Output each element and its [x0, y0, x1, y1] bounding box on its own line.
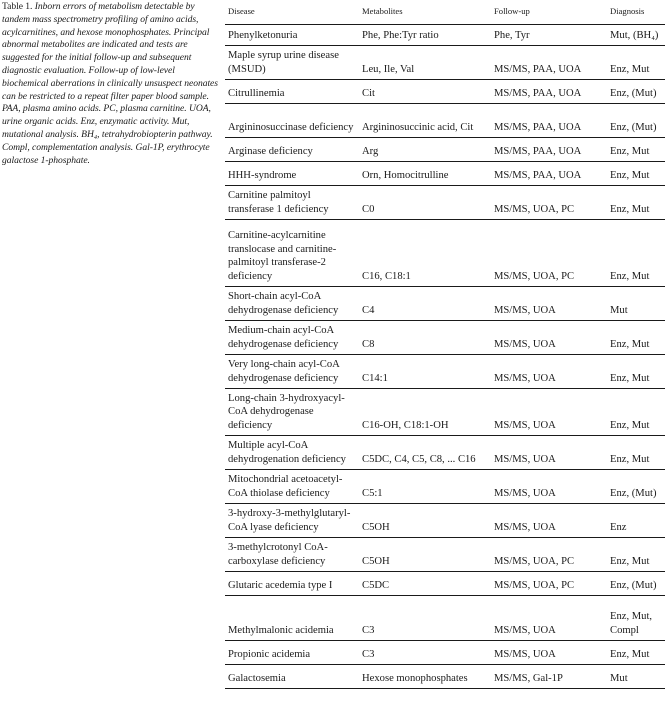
cell-disease: Phenylketonuria — [225, 25, 359, 46]
table-row — [225, 504, 665, 538]
cell-diagnosis: Enz, Mut — [607, 436, 665, 470]
cell-followup: MS/MS, PAA, UOA — [491, 104, 607, 138]
table-row — [225, 572, 665, 596]
table-row — [225, 138, 665, 162]
cell-diagnosis: Enz, (Mut) — [607, 572, 665, 596]
cell-disease: Very long-chain acyl-CoA dehydrogenase deficiency — [225, 355, 359, 389]
table-caption — [2, 1, 220, 167]
cell-disease: HHH-syndrome — [225, 162, 359, 186]
cell-diagnosis: Enz, Mut — [607, 46, 665, 80]
cell-diagnosis: Enz, (Mut) — [607, 470, 665, 504]
cell-disease: Argininosuccinase deficiency — [225, 104, 359, 138]
cell-metabolites: Arg — [359, 138, 491, 162]
cell-diagnosis: Mut — [607, 665, 665, 689]
cell-followup: MS/MS, UOA — [491, 504, 607, 538]
header-diagnosis: Diagnosis — [607, 0, 665, 25]
cell-followup: MS/MS, UOA — [491, 436, 607, 470]
cell-disease: Carnitine-acylcarnitine translocase and carnitine-palmitoyl transferase-2 deficiency — [225, 220, 359, 287]
table-row — [225, 25, 665, 46]
cell-followup: MS/MS, UOA — [491, 641, 607, 665]
cell-diagnosis: Enz, (Mut) — [607, 104, 665, 138]
cell-disease: 3-methylcrotonyl CoA-carboxylase deficiency — [225, 538, 359, 572]
cell-diagnosis: Enz, Mut, Compl — [607, 596, 665, 641]
table-body — [225, 25, 665, 689]
header-row — [225, 0, 665, 25]
cell-followup: MS/MS, PAA, UOA — [491, 162, 607, 186]
cell-metabolites: C3 — [359, 596, 491, 641]
cell-followup: MS/MS, PAA, UOA — [491, 80, 607, 104]
caption-text: Inborn errors of metabolism detectable by tandem mass spectrometry profiling of amino acids, acylcarnitines, and hexose monophosphates. Principal abnormal metabolites are indicated and tests are suggested for the initial follow-up and subsequent diagnostic evaluation. Follow-up of low-level biochemical aberrations in clinically unsuspect neonates can be restricted to a repeat filter paper blood sample. PAA, plasma amino acids. PC, plasma carnitine. UOA, urine organic acids. Enz, enzymatic activity. Mut, mutational analysis. BH₄, tetrahydrobiopterin pathway. Compl, complementation analysis. Gal-1P, erythrocyte galactose 1-phosphate. — [2, 1, 218, 166]
cell-followup: MS/MS, UOA — [491, 389, 607, 436]
cell-metabolites: C16, C18:1 — [359, 220, 491, 287]
cell-metabolites: C5DC — [359, 572, 491, 596]
header-metabolites: Metabolites — [359, 0, 491, 25]
cell-disease: Arginase deficiency — [225, 138, 359, 162]
cell-diagnosis: Mut — [607, 287, 665, 321]
cell-disease: Long-chain 3-hydroxyacyl-CoA dehydrogenase deficiency — [225, 389, 359, 436]
cell-followup: MS/MS, UOA — [491, 355, 607, 389]
caption-label: Table 1. — [2, 1, 33, 12]
cell-metabolites: Phe, Phe:Tyr ratio — [359, 25, 491, 46]
cell-diagnosis: Enz, Mut — [607, 162, 665, 186]
cell-diagnosis: Enz, Mut — [607, 186, 665, 220]
metabolism-table — [225, 0, 665, 689]
cell-followup: MS/MS, UOA — [491, 287, 607, 321]
cell-diagnosis: Enz, Mut — [607, 389, 665, 436]
cell-metabolites: C8 — [359, 321, 491, 355]
cell-disease: Carnitine palmitoyl transferase 1 deficiency — [225, 186, 359, 220]
cell-metabolites: C16-OH, C18:1-OH — [359, 389, 491, 436]
cell-metabolites: Argininosuccinic acid, Cit — [359, 104, 491, 138]
cell-metabolites: C14:1 — [359, 355, 491, 389]
table-row — [225, 436, 665, 470]
cell-metabolites: C0 — [359, 186, 491, 220]
cell-diagnosis: Enz, Mut — [607, 355, 665, 389]
cell-metabolites: Leu, Ile, Val — [359, 46, 491, 80]
table-row — [225, 186, 665, 220]
cell-followup: MS/MS, UOA, PC — [491, 220, 607, 287]
cell-disease: Citrullinemia — [225, 80, 359, 104]
cell-followup: MS/MS, UOA — [491, 470, 607, 504]
cell-metabolites: Orn, Homocitrulline — [359, 162, 491, 186]
cell-disease: 3-hydroxy-3-methylglutaryl-CoA lyase deficiency — [225, 504, 359, 538]
table-row — [225, 470, 665, 504]
table-row — [225, 104, 665, 138]
header-followup: Follow-up — [491, 0, 607, 25]
cell-disease: Maple syrup urine disease (MSUD) — [225, 46, 359, 80]
cell-followup: MS/MS, UOA, PC — [491, 572, 607, 596]
table-row — [225, 80, 665, 104]
table-header — [225, 0, 665, 25]
cell-diagnosis: Enz, Mut — [607, 538, 665, 572]
cell-diagnosis: Enz, (Mut) — [607, 80, 665, 104]
cell-followup: Phe, Tyr — [491, 25, 607, 46]
cell-disease: Multiple acyl-CoA dehydrogenation deficiency — [225, 436, 359, 470]
cell-followup: MS/MS, UOA — [491, 596, 607, 641]
cell-metabolites: C5OH — [359, 538, 491, 572]
cell-metabolites: Hexose monophosphates — [359, 665, 491, 689]
cell-metabolites: C5DC, C4, C5, C8, ... C16 — [359, 436, 491, 470]
cell-followup: MS/MS, UOA, PC — [491, 538, 607, 572]
cell-metabolites: C4 — [359, 287, 491, 321]
cell-disease: Medium-chain acyl-CoA dehydrogenase deficiency — [225, 321, 359, 355]
table-row — [225, 46, 665, 80]
cell-disease: Methylmalonic acidemia — [225, 596, 359, 641]
table-row — [225, 389, 665, 436]
table-row — [225, 220, 665, 287]
table-row — [225, 321, 665, 355]
cell-diagnosis: Enz, Mut — [607, 321, 665, 355]
cell-disease: Mitochondrial acetoacetyl-CoA thiolase deficiency — [225, 470, 359, 504]
cell-diagnosis: Enz — [607, 504, 665, 538]
header-disease: Disease — [225, 0, 359, 25]
cell-metabolites: Cit — [359, 80, 491, 104]
cell-metabolites: C5:1 — [359, 470, 491, 504]
cell-metabolites: C5OH — [359, 504, 491, 538]
table-row — [225, 665, 665, 689]
cell-disease: Propionic acidemia — [225, 641, 359, 665]
cell-diagnosis: Enz, Mut — [607, 220, 665, 287]
cell-followup: MS/MS, PAA, UOA — [491, 138, 607, 162]
table-row — [225, 538, 665, 572]
cell-followup: MS/MS, UOA — [491, 321, 607, 355]
table-row — [225, 355, 665, 389]
cell-disease: Galactosemia — [225, 665, 359, 689]
table-row — [225, 596, 665, 641]
cell-followup: MS/MS, PAA, UOA — [491, 46, 607, 80]
table-row — [225, 162, 665, 186]
table-row — [225, 287, 665, 321]
cell-diagnosis: Enz, Mut — [607, 641, 665, 665]
table-row — [225, 641, 665, 665]
cell-followup: MS/MS, UOA, PC — [491, 186, 607, 220]
cell-followup: MS/MS, Gal-1P — [491, 665, 607, 689]
cell-diagnosis: Mut, (BH₄) — [607, 25, 665, 46]
cell-disease: Short-chain acyl-CoA dehydrogenase deficiency — [225, 287, 359, 321]
cell-disease: Glutaric acedemia type I — [225, 572, 359, 596]
cell-diagnosis: Enz, Mut — [607, 138, 665, 162]
cell-metabolites: C3 — [359, 641, 491, 665]
